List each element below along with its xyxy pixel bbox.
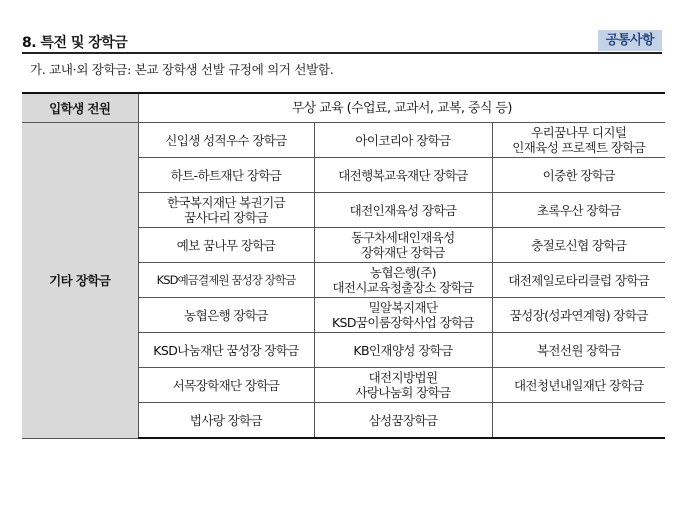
scholarship-cell: 꿈성장(성과연계형) 장학금 (492, 298, 665, 333)
row-label-all-students: 입학생 전원 (22, 93, 138, 123)
scholarship-cell: 농협은행 장학금 (138, 298, 314, 333)
scholarship-cell: 우리꿈나무 디지털 인재육성 프로젝트 장학금 (492, 123, 665, 158)
scholarship-cell: 밀알복지재단 KSD꿈이룸장학사업 장학금 (314, 298, 492, 333)
scholarship-cell: 아이코리아 장학금 (314, 123, 492, 158)
scholarship-cell: 초록우산 장학금 (492, 193, 665, 228)
scholarship-cell: 동구차세대인재육성 장학재단 장학금 (314, 228, 492, 263)
table-row-all-students (22, 93, 665, 123)
free-education-cell: 무상 교육 (수업료, 교과서, 교복, 중식 등) (138, 93, 665, 123)
scholarship-cell: 대전행복교육재단 장학금 (314, 158, 492, 193)
scholarship-table (22, 92, 665, 439)
scholarship-cell: 예보 꿈나무 장학금 (138, 228, 314, 263)
scholarship-cell: 신입생 성적우수 장학금 (138, 123, 314, 158)
table-row (22, 123, 665, 158)
scholarship-cell: 법사랑 장학금 (138, 403, 314, 439)
scholarship-cell: 농협은행(주) 대전시교육청출장소 장학금 (314, 263, 492, 298)
scholarship-cell: 대전인재육성 장학금 (314, 193, 492, 228)
scholarship-cell: 서목장학재단 장학금 (138, 368, 314, 403)
scholarship-cell: 충절로신협 장학금 (492, 228, 665, 263)
scholarship-cell: 하트-하트재단 장학금 (138, 158, 314, 193)
scholarship-cell: 대전청년내일재단 장학금 (492, 368, 665, 403)
scholarship-cell: 한국복지재단 복권기금 꿈사다리 장학금 (138, 193, 314, 228)
common-badge: 공통사항 (598, 30, 662, 51)
scholarship-cell: 대전지방법원 사랑나눔회 장학금 (314, 368, 492, 403)
section-header (22, 30, 662, 54)
scholarship-cell: 복전선원 장학금 (492, 333, 665, 368)
scholarship-cell: 이중한 장학금 (492, 158, 665, 193)
scholarship-cell: KSD예금결제원 꿈성장 장학금 (138, 263, 314, 298)
row-label-other-scholarships: 기타 장학금 (22, 123, 138, 439)
scholarship-cell: KB인재양성 장학금 (314, 333, 492, 368)
scholarship-cell (492, 403, 665, 439)
scholarship-cell: 대전제일로타리클럽 장학금 (492, 263, 665, 298)
scholarship-cell: 삼성꿈장학금 (314, 403, 492, 439)
scholarship-description: 가. 교내·외 장학금: 본교 장학생 선발 규정에 의거 선발함. (30, 62, 334, 77)
scholarship-cell: KSD나눔재단 꿈성장 장학금 (138, 333, 314, 368)
section-title: 8. 특전 및 장학금 (22, 35, 128, 51)
